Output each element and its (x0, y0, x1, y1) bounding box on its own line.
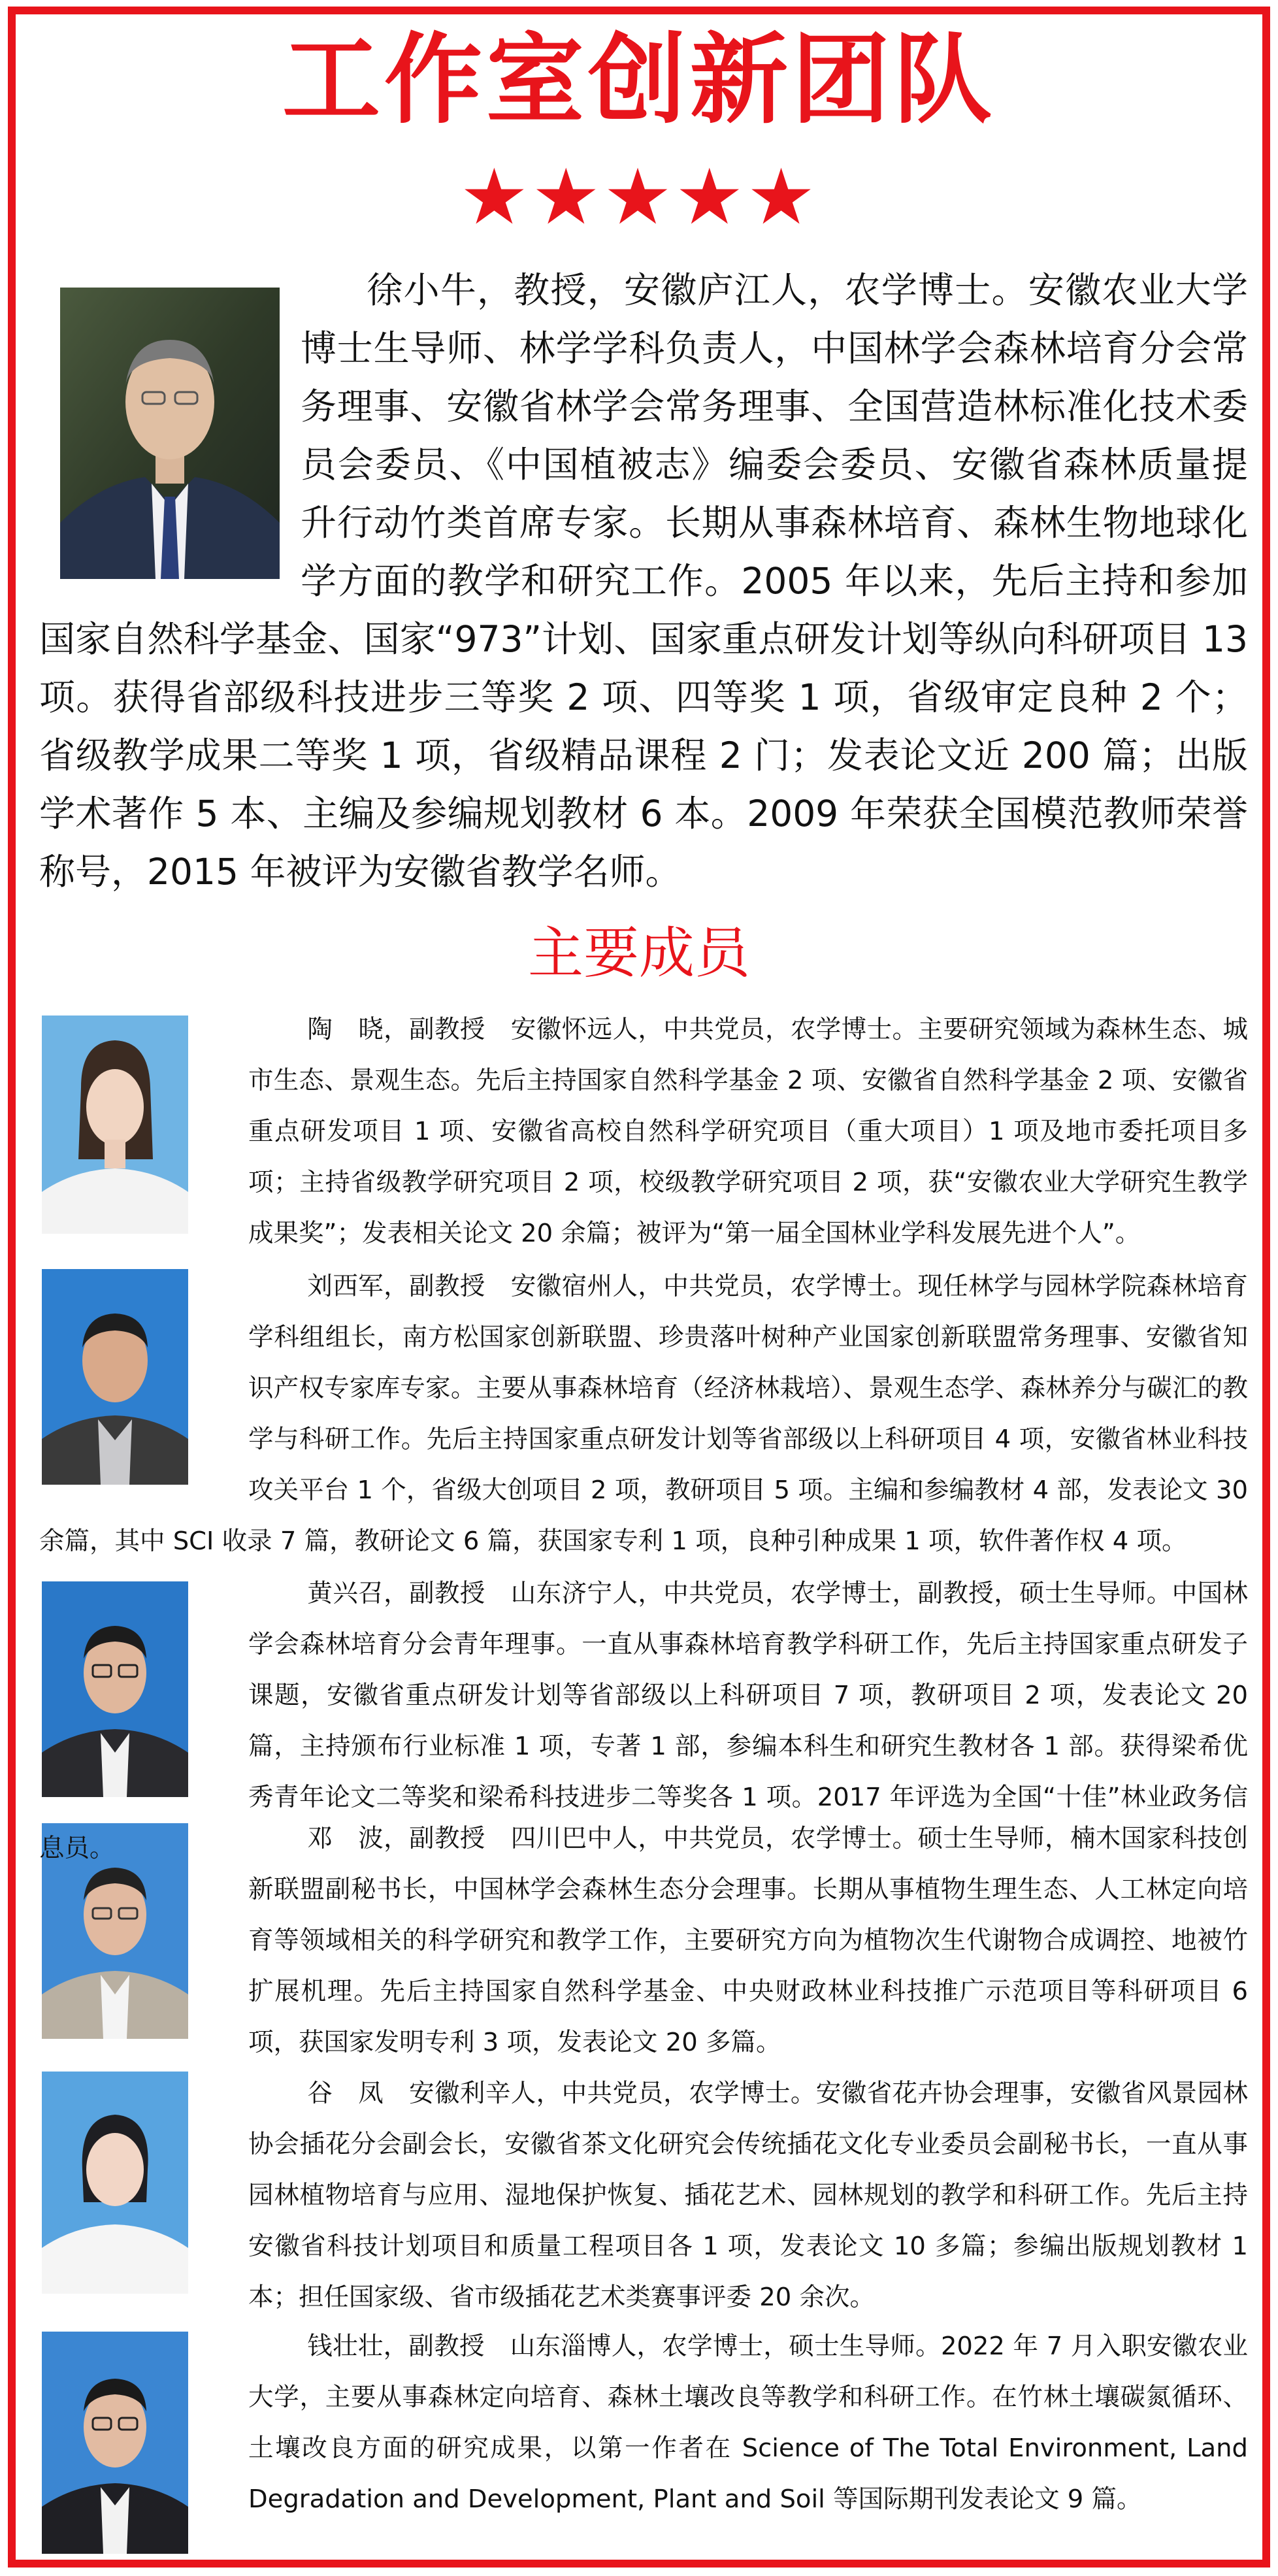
leader-bio-block (39, 261, 1248, 901)
section-title: 主要成员 (527, 921, 750, 986)
five-star-rating: ★★★★★ (459, 152, 819, 242)
member-bio: 刘西军，副教授 安徽宿州人，中共党员，农学博士。现任林学与园林学院森林培育学科组组长，南方松国家创新联盟、珍贵落叶树种产业国家创新联盟常务理事、安徽省知识产权专家库专家。主要从事森林培育（经济林栽培）、景观生态学、森林养分与碳汇的教学与科研工作。先后主持国家重点研发计划等省部级以上科研项目 4 项，安徽省林业科技攻关平台 1 个，省级大创项目 2 项，教研项目 5 项。主编和参编教材 4 部，发表论文 30 余篇，其中 SCI 收录 7 篇，教研论文 6 篇，获国家专利 1 项，良种引种成果 1 项，软件著作权 4 项。 (39, 1272, 1248, 1556)
member-bio-block-4 (39, 1813, 1248, 2068)
member-bio-block-1 (39, 1004, 1248, 1259)
leader-bio: 徐小牛，教授，安徽庐江人，农学博士。安徽农业大学博士生导师、林学学科负责人，中国林学会森林培育分会常务理事、安徽省林学会常务理事、全国营造林标准化技术委员会委员、《中国植被志》编委会委员、安徽省森林质量提升行动竹类首席专家。长期从事森林培育、森林生物地球化学方面的教学和研究工作。2005 年以来，先后主持和参加国家自然科学基金、国家“973”计划、国家重点研发计划等纵向科研项目 13 项。获得省部级科技进步三等奖 2 项、四等奖 1 项，省级审定良种 2 个；省级教学成果二等奖 1 项，省级精品课程 2 门；发表论文近 200 篇；出版学术著作 5 本、主编及参编规划教材 6 本。2009 年荣获全国模范教师荣誉称号，2015 年被评为安徽省教学名师。 (39, 269, 1248, 893)
member-bio: 谷 凤 安徽利辛人，中共党员，农学博士。安徽省花卉协会理事，安徽省风景园林协会插花分会副会长，安徽省茶文化研究会传统插花文化专业委员会副秘书长，一直从事园林植物培育与应用、湿地保护恢复、插花艺术、园林规划的教学和科研工作。先后主持安徽省科技计划项目和质量工程项目各 1 项，发表论文 10 多篇；参编出版规划教材 1 本；担任国家级、省市级插花艺术类赛事评委 20 余次。 (248, 2079, 1248, 2312)
member-bio: 邓 波，副教授 四川巴中人，中共党员，农学博士。硕士生导师，楠木国家科技创新联盟副秘书长，中国林学会森林生态分会理事。长期从事植物生理生态、人工林定向培育等领域相关的科学研究和教学工作，主要研究方向为植物次生代谢物合成调控、地被竹扩展机理。先后主持国家自然科学基金、中央财政林业科技推广示范项目等科研项目 6 项，获国家发明专利 3 项，发表论文 20 多篇。 (248, 1824, 1248, 2057)
page-title: 工作室创新团队 (282, 24, 996, 137)
member-bio: 钱壮壮，副教授 山东淄博人，农学博士，硕士生导师。2022 年 7 月入职安徽农业大学，主要从事森林定向培育、森林土壤改良等教学和科研工作。在竹林土壤碳氮循环、土壤改良方面的研究成果，以第一作者在 Science of The Total Environment, Land Degradation and Development, Plant and Soil 等国际期刊发表论文 9 篇。 (248, 2332, 1248, 2514)
member-bio: 陶 晓，副教授 安徽怀远人，中共党员，农学博士。主要研究领域为森林生态、城市生态、景观生态。先后主持国家自然科学基金 2 项、安徽省自然科学基金 2 项、安徽省重点研发项目 1 项、安徽省高校自然科学研究项目（重大项目）1 项及地市委托项目多项；主持省级教学研究项目 2 项，校级教学研究项目 2 项，获“安徽农业大学研究生教学成果奖”；发表相关论文 20 余篇；被评为“第一届全国林业学科发展先进个人”。 (248, 1015, 1248, 1248)
member-bio-block-2 (39, 1261, 1248, 1567)
member-bio-block-5 (39, 2068, 1248, 2323)
member-bio: 黄兴召，副教授 山东济宁人，中共党员，农学博士，副教授，硕士生导师。中国林学会森林培育分会青年理事。一直从事森林培育教学科研工作，先后主持国家重点研发子课题，安徽省重点研发计划等省部级以上科研项目 7 项，教研项目 2 项，发表论文 20 篇，主持颁布行业标准 1 项，专著 1 部，参编本科生和研究生教材各 1 部。获得梁希优秀青年论文二等奖和梁希科技进步二等奖各 1 项。2017 年评选为全国“十佳”林业政务信息员。 (39, 1579, 1248, 1863)
member-bio-block-6 (39, 2321, 1248, 2576)
